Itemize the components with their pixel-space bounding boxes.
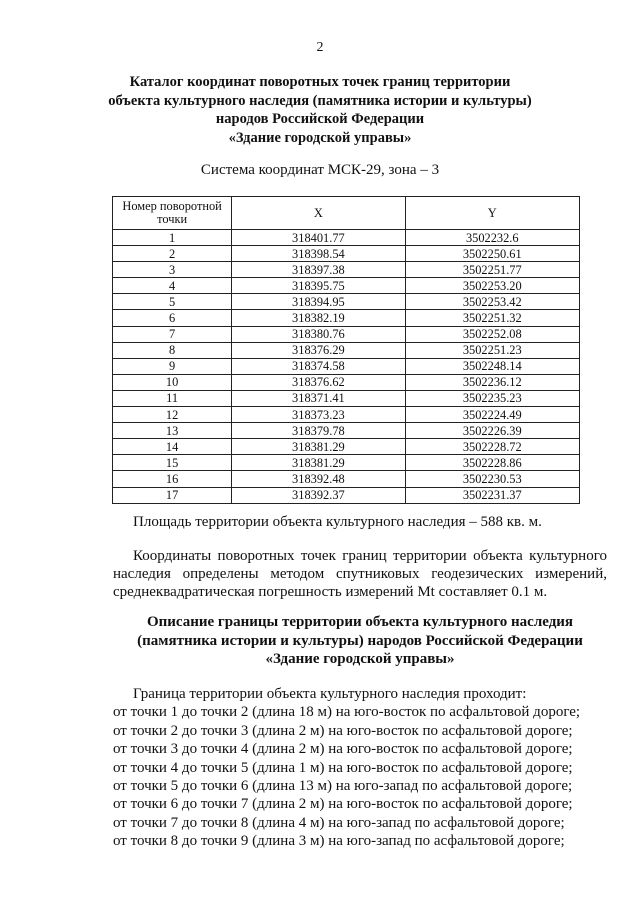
cell-x: 318398.54 — [232, 246, 405, 262]
cell-x: 318380.76 — [232, 326, 405, 342]
cell-point-number: 15 — [113, 455, 232, 471]
description-title — [113, 613, 607, 669]
catalog-title — [0, 73, 640, 147]
cell-x: 318395.75 — [232, 278, 405, 294]
cell-x: 318397.38 — [232, 262, 405, 278]
cell-point-number: 7 — [113, 326, 232, 342]
cell-point-number: 9 — [113, 358, 232, 374]
cell-point-number: 8 — [113, 342, 232, 358]
cell-x: 318379.78 — [232, 423, 405, 439]
catalog-title-line: объекта культурного наследия (памятника истории и культуры) — [108, 92, 532, 109]
cell-x: 318376.62 — [232, 374, 405, 390]
boundary-segment: от точки 5 до точки 6 (длина 13 м) на юго-запад по асфальтовой дороге; — [113, 778, 573, 795]
table-row — [113, 439, 580, 455]
cell-y: 3502252.08 — [405, 326, 579, 342]
table-row — [113, 390, 580, 406]
table-row — [113, 455, 580, 471]
boundary-description — [113, 685, 613, 851]
boundary-segment: от точки 8 до точки 9 (длина 3 м) на юго-запад по асфальтовой дороге; — [113, 833, 565, 850]
boundary-intro: Граница территории объекта культурного наследия проходит: — [133, 686, 527, 702]
table-row — [113, 407, 580, 423]
cell-y: 3502253.20 — [405, 278, 579, 294]
cell-point-number: 14 — [113, 439, 232, 455]
table-row — [113, 294, 580, 310]
cell-y: 3502230.53 — [405, 471, 579, 487]
cell-point-number: 2 — [113, 246, 232, 262]
table-header-row — [113, 197, 580, 230]
table-row — [113, 310, 580, 326]
cell-y: 3502236.12 — [405, 374, 579, 390]
cell-point-number: 6 — [113, 310, 232, 326]
cell-point-number: 10 — [113, 374, 232, 390]
cell-x: 318381.29 — [232, 455, 405, 471]
table-row — [113, 374, 580, 390]
table-row — [113, 326, 580, 342]
cell-y: 3502248.14 — [405, 358, 579, 374]
cell-point-number: 3 — [113, 262, 232, 278]
table-row — [113, 423, 580, 439]
cell-y: 3502231.37 — [405, 487, 579, 503]
cell-y: 3502251.23 — [405, 342, 579, 358]
cell-x: 318401.77 — [232, 230, 405, 246]
cell-point-number: 11 — [113, 390, 232, 406]
table-row — [113, 262, 580, 278]
table-row — [113, 342, 580, 358]
cell-y: 3502226.39 — [405, 423, 579, 439]
coordinate-system: Система координат МСК-29, зона – 3 — [200, 162, 440, 178]
table-row — [113, 471, 580, 487]
cell-y: 3502253.42 — [405, 294, 579, 310]
header-x: X — [232, 197, 405, 230]
table-row — [113, 246, 580, 262]
description-title-line: Описание границы территории объекта культурного наследия — [146, 614, 574, 630]
cell-y: 3502224.49 — [405, 407, 579, 423]
boundary-segment: от точки 4 до точки 5 (длина 1 м) на юго-восток по асфальтовой дороге; — [113, 759, 573, 776]
area-paragraph: Площадь территории объекта культурного наследия – 588 кв. м. — [133, 514, 542, 530]
header-point-number: Номер поворотной точки — [113, 197, 232, 230]
cell-point-number: 4 — [113, 278, 232, 294]
cell-x: 318373.23 — [232, 407, 405, 423]
catalog-title-line: Каталог координат поворотных точек границ территории — [129, 74, 511, 90]
coordinates-table — [112, 196, 580, 504]
cell-point-number: 1 — [113, 230, 232, 246]
boundary-segment: от точки 3 до точки 4 (длина 2 м) на юго-восток по асфальтовой дороге; — [113, 741, 573, 758]
cell-x: 318374.58 — [232, 358, 405, 374]
cell-point-number: 12 — [113, 407, 232, 423]
description-title-line: «Здание городской управы» — [265, 651, 455, 667]
method-paragraph — [113, 547, 607, 601]
description-title-line: (памятника истории и культуры) народов Российской Федерации — [137, 632, 583, 649]
cell-y: 3502228.86 — [405, 455, 579, 471]
boundary-segment: от точки 2 до точки 3 (длина 2 м) на юго-восток по асфальтовой дороге; — [113, 722, 573, 739]
cell-point-number: 17 — [113, 487, 232, 503]
cell-y: 3502232.6 — [405, 230, 579, 246]
catalog-title-line: «Здание городской управы» — [228, 129, 412, 146]
table-row — [113, 487, 580, 503]
table-row — [113, 358, 580, 374]
cell-y: 3502235.23 — [405, 390, 579, 406]
page-number: 2 — [316, 40, 324, 55]
cell-point-number: 5 — [113, 294, 232, 310]
table-body — [113, 230, 580, 504]
cell-y: 3502251.77 — [405, 262, 579, 278]
boundary-segment: от точки 6 до точки 7 (длина 2 м) на юго-восток по асфальтовой дороге; — [113, 796, 573, 813]
cell-point-number: 13 — [113, 423, 232, 439]
cell-point-number: 16 — [113, 471, 232, 487]
cell-x: 318381.29 — [232, 439, 405, 455]
table-row — [113, 230, 580, 246]
table-row — [113, 278, 580, 294]
boundary-segment: от точки 7 до точки 8 (длина 4 м) на юго-запад по асфальтовой дороге; — [113, 814, 565, 831]
catalog-title-line: народов Российской Федерации — [215, 111, 425, 127]
cell-x: 318376.29 — [232, 342, 405, 358]
cell-x: 318392.37 — [232, 487, 405, 503]
cell-x: 318382.19 — [232, 310, 405, 326]
header-y: Y — [405, 197, 579, 230]
cell-y: 3502250.61 — [405, 246, 579, 262]
cell-y: 3502228.72 — [405, 439, 579, 455]
method-text: Координаты поворотных точек границ территории объекта культурного наследия определены методом спутниковых геодезических измерений, среднеквадратическая погрешность измерений Mt составляет 0.1 м. — [113, 548, 607, 600]
cell-x: 318371.41 — [232, 390, 405, 406]
cell-y: 3502251.32 — [405, 310, 579, 326]
boundary-segment: от точки 1 до точки 2 (длина 18 м) на юго-восток по асфальтовой дороге; — [113, 704, 581, 721]
cell-x: 318392.48 — [232, 471, 405, 487]
cell-x: 318394.95 — [232, 294, 405, 310]
